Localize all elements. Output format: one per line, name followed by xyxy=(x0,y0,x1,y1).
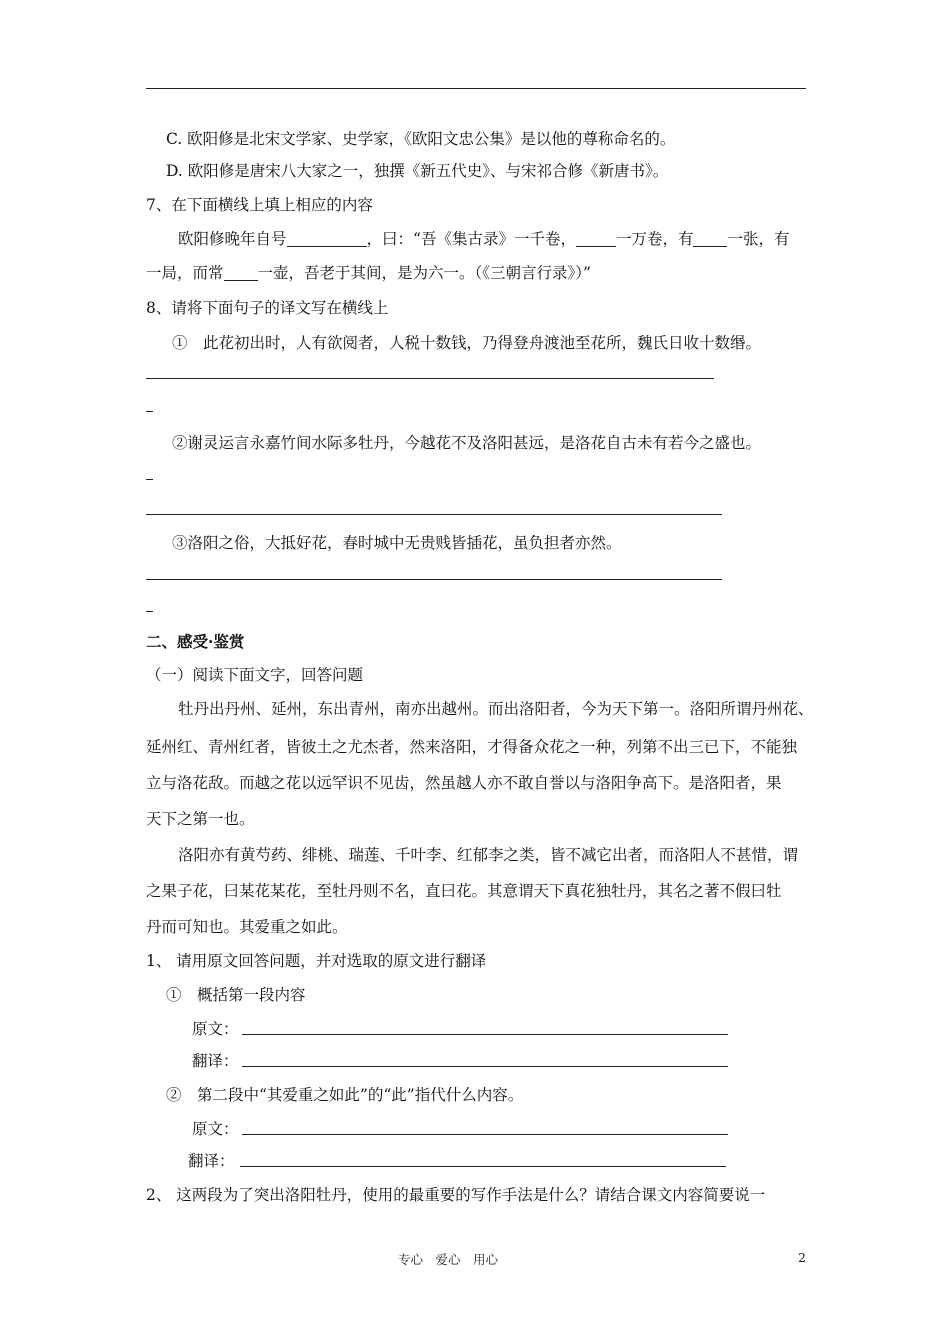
passage-p1-line-2: 延州红、青州红者，皆彼土之尤杰者，然来洛阳，才得备众花之一种，列第不出三已下，不能独 xyxy=(146,738,798,756)
passage-p1-line-3: 立与洛花敌。而越之花以远罕识不见齿，然虽越人亦不敢自誉以与洛阳争高下。是洛阳者，果 xyxy=(146,774,782,792)
q7-text-a: 欧阳修晚年自号 xyxy=(178,230,287,248)
q7-text-e: 一局，而常 xyxy=(146,264,224,282)
q7-text-c: 一万卷，有 xyxy=(615,230,694,248)
q7-blank-1[interactable] xyxy=(287,230,367,247)
q8-sentence-2: ②谢灵运言永嘉竹间水际多牡丹，今越花不及洛阳甚远，是洛花自古未有若今之盛也。 xyxy=(172,434,762,452)
q1b-original-label: 原文： xyxy=(192,1120,239,1138)
q8-title: 8、请将下面句子的译文写在横线上 xyxy=(146,299,389,317)
q1a-original-label: 原文： xyxy=(192,1020,239,1038)
reading-instruction: （一）阅读下面文字，回答问题 xyxy=(146,666,364,684)
q1b-translation-line[interactable] xyxy=(240,1166,726,1167)
q8-dash-2 xyxy=(146,479,153,480)
q8-dash-3 xyxy=(146,611,153,612)
q7-blank-2[interactable] xyxy=(576,230,616,247)
q7-title: 7、在下面横线上填上相应的内容 xyxy=(146,196,373,214)
q7-line1 xyxy=(178,229,789,249)
top-rule xyxy=(146,88,806,89)
footer-motto: 专心 爱心 用心 xyxy=(398,1252,499,1267)
q7-text-f: 一壶，吾老于其间，是为六一。（《三朝言行录》）” xyxy=(257,264,591,282)
q7-line2 xyxy=(146,263,591,283)
q8-sentence-3: ③洛阳之俗，大抵好花，春时城中无贵贱皆插花，虽负担者亦然。 xyxy=(172,534,622,552)
q8-answer-line-2[interactable] xyxy=(146,514,722,515)
q1-title: 1、 请用原文回答问题，并对选取的原文进行翻译 xyxy=(146,952,487,970)
passage-p2-line-3: 丹而可知也。其爱重之如此。 xyxy=(146,918,348,936)
q2-title: 2、 这两段为了突出洛阳牡丹，使用的最重要的写作手法是什么？请结合课文内容简要说一 xyxy=(146,1186,766,1204)
q8-sentence-1: ① 此花初出时，人有欲阅者，人税十数钱，乃得登舟渡池至花所，魏氏日收十数缗。 xyxy=(172,334,762,352)
q7-blank-4[interactable] xyxy=(224,264,258,281)
q1a-original-line[interactable] xyxy=(242,1034,728,1035)
q1-part-a: ① 概括第一段内容 xyxy=(166,986,306,1004)
option-c: C. 欧阳修是北宋文学家、史学家，《欧阳文忠公集》是以他的尊称命名的。 xyxy=(166,130,676,148)
q1a-translation-label: 翻译： xyxy=(192,1052,239,1070)
section-heading: 二、感受·鉴赏 xyxy=(146,632,245,651)
option-d: D. 欧阳修是唐宋八大家之一，独撰《新五代史》、与宋祁合修《新唐书》。 xyxy=(166,162,669,180)
q8-answer-line-3[interactable] xyxy=(146,579,722,580)
q1-part-b: ② 第二段中“其爱重之如此”的“此”指代什么内容。 xyxy=(166,1086,524,1104)
q7-blank-3[interactable] xyxy=(693,230,727,247)
passage-p2-line-2: 之果子花，曰某花某花，至牡丹则不名，直曰花。其意谓天下真花独牡丹，其名之著不假曰牡 xyxy=(146,882,782,900)
q8-dash-1 xyxy=(146,411,153,412)
q1a-translation-line[interactable] xyxy=(242,1066,728,1067)
q8-answer-line-1[interactable] xyxy=(146,378,714,379)
q1b-translation-label: 翻译： xyxy=(188,1152,235,1170)
passage-p1-line-4: 天下之第一也。 xyxy=(146,810,255,828)
passage-p1-line-1: 牡丹出丹州、延州，东出青州，南亦出越州。而出洛阳者，今为天下第一。洛阳所谓丹州花、 xyxy=(178,700,814,718)
passage-p2-line-1: 洛阳亦有黄芍药、绯桃、瑞莲、千叶李、红郁李之类，皆不减它出者，而洛阳人不甚惜，谓 xyxy=(178,846,799,864)
page-number: 2 xyxy=(798,1250,806,1265)
q1b-original-line[interactable] xyxy=(242,1134,728,1135)
q7-text-b: ，曰：“吾《集古录》一千卷， xyxy=(366,230,576,248)
q7-text-d: 一张，有 xyxy=(727,230,790,248)
